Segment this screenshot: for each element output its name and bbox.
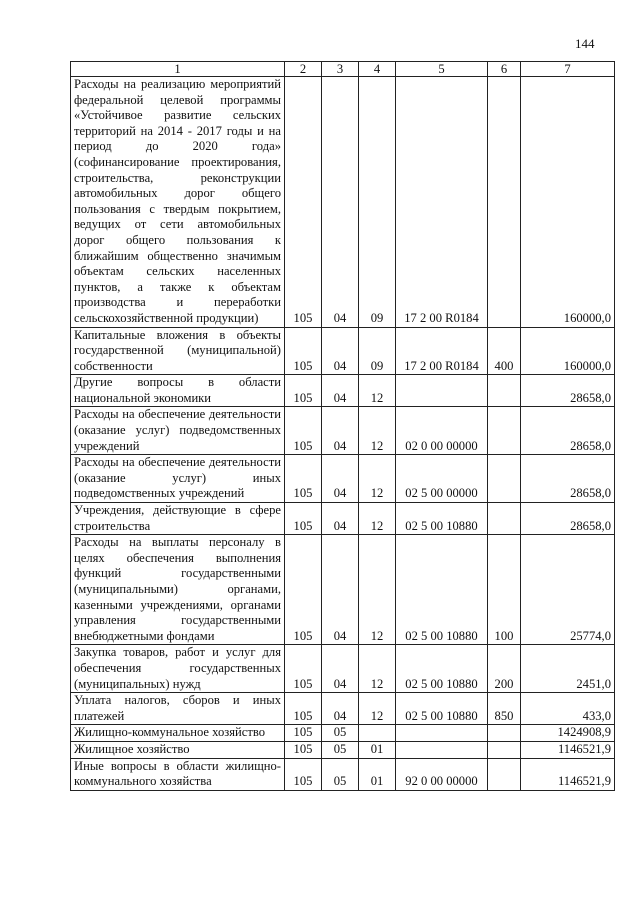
row-code-3: 04 xyxy=(322,77,359,328)
row-amount: 160000,0 xyxy=(521,327,615,375)
row-code-6 xyxy=(488,725,521,742)
table-row xyxy=(71,327,615,375)
row-code-3: 04 xyxy=(322,455,359,503)
row-name: Жилищно-коммунальное хозяйство xyxy=(71,725,285,742)
table-row xyxy=(71,503,615,535)
row-code-2: 105 xyxy=(285,407,322,455)
row-code-4: 09 xyxy=(359,327,396,375)
row-name: Закупка товаров, работ и услуг для обеспечения государственных (муниципальных) нужд xyxy=(71,645,285,693)
table-row xyxy=(71,407,615,455)
row-amount: 2451,0 xyxy=(521,645,615,693)
row-code-5: 02 0 00 00000 xyxy=(396,407,488,455)
row-amount: 25774,0 xyxy=(521,535,615,645)
row-amount: 28658,0 xyxy=(521,455,615,503)
row-code-3: 05 xyxy=(322,741,359,758)
row-code-2: 105 xyxy=(285,77,322,328)
row-code-2: 105 xyxy=(285,693,322,725)
header-col-7: 7 xyxy=(521,62,615,77)
row-amount: 28658,0 xyxy=(521,375,615,407)
row-amount: 1146521,9 xyxy=(521,741,615,758)
row-code-5: 02 5 00 10880 xyxy=(396,503,488,535)
row-code-6: 400 xyxy=(488,327,521,375)
row-amount: 1146521,9 xyxy=(521,758,615,790)
budget-table xyxy=(70,61,615,791)
row-code-3: 04 xyxy=(322,407,359,455)
row-code-3: 04 xyxy=(322,503,359,535)
row-code-5 xyxy=(396,725,488,742)
header-col-5: 5 xyxy=(396,62,488,77)
row-name: Другие вопросы в области национальной экономики xyxy=(71,375,285,407)
row-code-4: 01 xyxy=(359,758,396,790)
row-code-4: 12 xyxy=(359,645,396,693)
row-code-4: 12 xyxy=(359,693,396,725)
row-code-3: 04 xyxy=(322,645,359,693)
row-code-6: 100 xyxy=(488,535,521,645)
row-name: Расходы на обеспечение деятельности (оказание услуг) иных подведомственных учреждений xyxy=(71,455,285,503)
row-code-5: 17 2 00 R0184 xyxy=(396,77,488,328)
row-code-4: 12 xyxy=(359,407,396,455)
row-name: Жилищное хозяйство xyxy=(71,741,285,758)
table-row xyxy=(71,725,615,742)
row-code-6 xyxy=(488,375,521,407)
row-code-4: 09 xyxy=(359,77,396,328)
row-code-4 xyxy=(359,725,396,742)
row-code-3: 05 xyxy=(322,758,359,790)
row-code-6 xyxy=(488,741,521,758)
row-code-6: 200 xyxy=(488,645,521,693)
row-code-5 xyxy=(396,375,488,407)
row-name: Уплата налогов, сборов и иных платежей xyxy=(71,693,285,725)
row-code-3: 04 xyxy=(322,535,359,645)
row-code-6 xyxy=(488,503,521,535)
row-code-3: 04 xyxy=(322,693,359,725)
row-code-4: 12 xyxy=(359,455,396,503)
row-code-5 xyxy=(396,741,488,758)
page-number: 144 xyxy=(575,36,595,51)
row-amount: 28658,0 xyxy=(521,407,615,455)
row-code-2: 105 xyxy=(285,455,322,503)
row-code-5: 02 5 00 10880 xyxy=(396,535,488,645)
row-name: Иные вопросы в области жилищно-коммунального хозяйства xyxy=(71,758,285,790)
row-code-2: 105 xyxy=(285,758,322,790)
row-code-3: 04 xyxy=(322,327,359,375)
row-code-6 xyxy=(488,407,521,455)
row-amount: 433,0 xyxy=(521,693,615,725)
row-name: Расходы на выплаты персоналу в целях обеспечения выполнения функций государственными (муниципальными) органами, казенными учреждениями, органами управления государственными внебюджетными фондами xyxy=(71,535,285,645)
row-code-2: 105 xyxy=(285,741,322,758)
row-code-5: 17 2 00 R0184 xyxy=(396,327,488,375)
row-code-5: 02 5 00 10880 xyxy=(396,693,488,725)
row-code-5: 92 0 00 00000 xyxy=(396,758,488,790)
table-row xyxy=(71,645,615,693)
row-code-2: 105 xyxy=(285,645,322,693)
table-row xyxy=(71,741,615,758)
header-col-2: 2 xyxy=(285,62,322,77)
header-col-4: 4 xyxy=(359,62,396,77)
row-code-3: 04 xyxy=(322,375,359,407)
table-row xyxy=(71,77,615,328)
row-amount: 28658,0 xyxy=(521,503,615,535)
row-name: Расходы на обеспечение деятельности (оказание услуг) подведомственных учреждений xyxy=(71,407,285,455)
row-code-5: 02 5 00 10880 xyxy=(396,645,488,693)
row-code-5: 02 5 00 00000 xyxy=(396,455,488,503)
row-code-4: 12 xyxy=(359,375,396,407)
table-row xyxy=(71,375,615,407)
row-code-2: 105 xyxy=(285,503,322,535)
row-code-2: 105 xyxy=(285,725,322,742)
row-code-3: 05 xyxy=(322,725,359,742)
row-amount: 160000,0 xyxy=(521,77,615,328)
row-amount: 1424908,9 xyxy=(521,725,615,742)
row-code-6: 850 xyxy=(488,693,521,725)
row-code-4: 12 xyxy=(359,503,396,535)
table-row xyxy=(71,535,615,645)
header-col-6: 6 xyxy=(488,62,521,77)
header-col-1: 1 xyxy=(71,62,285,77)
row-code-4: 12 xyxy=(359,535,396,645)
row-name: Учреждения, действующие в сфере строительства xyxy=(71,503,285,535)
row-name: Капитальные вложения в объекты государственной (муниципальной) собственности xyxy=(71,327,285,375)
table-body xyxy=(71,77,615,791)
row-name: Расходы на реализацию мероприятий федеральной целевой программы «Устойчивое развитие сельских территорий на 2014 - 2017 годы и на период до 2020 года» (софинансирование проектирования, строительства, реконструкции автомобильных дорог общего пользования с твердым покрытием, ведущих от сети автомобильных дорог общего пользования к ближайшим общественно значимым объектам сельских населенных пунктов, а также к объектам производства и переработки сельскохозяйственной продукции) xyxy=(71,77,285,328)
row-code-6 xyxy=(488,455,521,503)
row-code-2: 105 xyxy=(285,375,322,407)
header-col-3: 3 xyxy=(322,62,359,77)
row-code-4: 01 xyxy=(359,741,396,758)
table-row xyxy=(71,758,615,790)
header-row xyxy=(71,62,615,77)
row-code-6 xyxy=(488,758,521,790)
table-row xyxy=(71,693,615,725)
table-row xyxy=(71,455,615,503)
row-code-6 xyxy=(488,77,521,328)
row-code-2: 105 xyxy=(285,327,322,375)
row-code-2: 105 xyxy=(285,535,322,645)
